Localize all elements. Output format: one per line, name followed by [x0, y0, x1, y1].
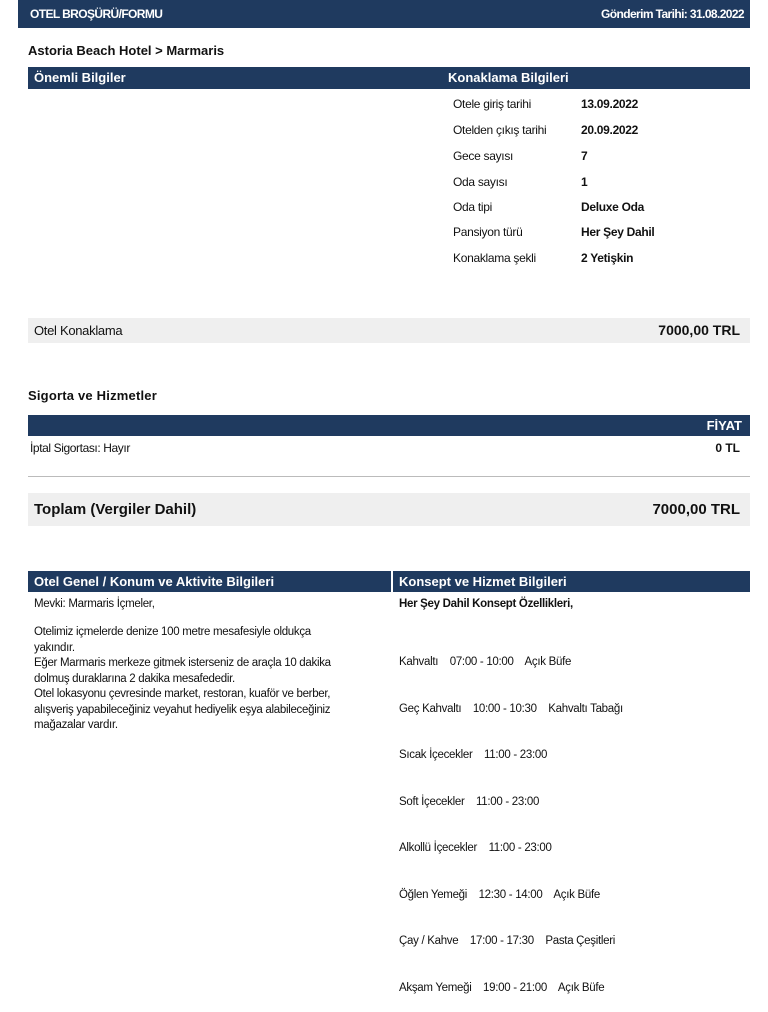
concept-info-bar [393, 571, 750, 592]
general-line: dolmuş duraklarına 2 dakika mesafededir. [34, 672, 235, 685]
location-text: Mevki: Marmaris İçmeler, [34, 598, 155, 610]
divider [28, 476, 750, 477]
accommodation-label: Otel Konaklama [34, 323, 123, 338]
concept-line: Kahvaltı 07:00 - 10:00 Açık Büfe [399, 656, 572, 668]
stay-value: Her Şey Dahil [581, 225, 655, 239]
concept-line: Çay / Kahve 17:00 - 17:30 Pasta Çeşitleri [399, 935, 616, 947]
form-title: OTEL BROŞÜRÜ/FORMU [30, 7, 163, 21]
info-section-bar [28, 67, 750, 89]
concept-line: Sıcak İçecekler 11:00 - 23:00 [399, 749, 548, 761]
total-label: Toplam (Vergiler Dahil) [34, 501, 197, 518]
concept-line: Soft İçecekler 11:00 - 23:00 [399, 795, 540, 808]
general-info-heading: Otel Genel / Konum ve Aktivite Bilgileri [34, 574, 275, 589]
stay-info-heading: Konaklama Bilgileri [448, 70, 569, 85]
accommodation-row [28, 318, 750, 343]
general-info-bar [28, 571, 391, 592]
stay-value: 20.09.2022 [581, 123, 639, 137]
hotel-title: Astoria Beach Hotel > Marmaris [28, 43, 225, 58]
total-row [28, 493, 750, 526]
general-line: Otel lokasyonu çevresinde market, restoran, kuaför ve berber, [34, 688, 331, 700]
stay-value: 2 Yetişkin [581, 251, 634, 265]
total-amount: 7000,00 TRL [652, 501, 740, 518]
general-info-text [34, 625, 384, 734]
general-line: Otelimiz içmelerde denize 100 metre mesafesiyle oldukça [34, 626, 311, 638]
insurance-header-bar [28, 415, 750, 436]
accommodation-amount: 7000,00 TRL [658, 322, 740, 338]
concept-info-heading: Konsept ve Hizmet Bilgileri [399, 574, 567, 589]
general-line: mağazalar vardır. [34, 719, 118, 731]
stay-label: Otele giriş tarihi [453, 97, 531, 111]
concept-line: Öğlen Yemeği 12:30 - 14:00 Açık Büfe [399, 888, 600, 901]
stay-label: Pansiyon türü [453, 225, 523, 239]
stay-label: Konaklama şekli [453, 251, 536, 265]
stay-label: Oda sayısı [453, 175, 508, 189]
general-line: alışveriş yapabileceğiniz veyahut hediyelik eşya alabileceğiniz [34, 703, 331, 716]
stay-value: Deluxe Oda [581, 200, 645, 214]
stay-label: Oda tipi [453, 200, 492, 214]
concept-line: Alkollü İçecekler 11:00 - 23:00 [399, 842, 552, 854]
general-line: Eğer Marmaris merkeze gitmek isterseniz de araçla 10 dakika [34, 657, 331, 669]
stay-value: 7 [581, 149, 588, 163]
stay-label: Gece sayısı [453, 149, 514, 163]
concept-line: Geç Kahvaltı 10:00 - 10:30 Kahvaltı Tabağı [399, 702, 623, 715]
stay-value: 13.09.2022 [581, 97, 639, 111]
stay-value: 1 [581, 175, 588, 189]
stay-label: Otelden çıkış tarihi [453, 123, 547, 137]
insurance-row-value: 0 TL [715, 441, 740, 455]
concept-line: Akşam Yemeği 19:00 - 21:00 Açık Büfe [399, 981, 605, 994]
form-header-bar [18, 0, 750, 28]
insurance-title: Sigorta ve Hizmetler [28, 388, 157, 403]
concept-list [399, 624, 749, 1012]
general-line: yakındır. [34, 641, 75, 654]
concept-subtitle: Her Şey Dahil Konsept Özellikleri, [399, 598, 573, 610]
important-info-heading: Önemli Bilgiler [34, 70, 126, 85]
price-header: FİYAT [706, 418, 742, 433]
sent-date: Gönderim Tarihi: 31.08.2022 [601, 7, 744, 21]
insurance-row-label: İptal Sigortası: Hayır [30, 441, 130, 455]
